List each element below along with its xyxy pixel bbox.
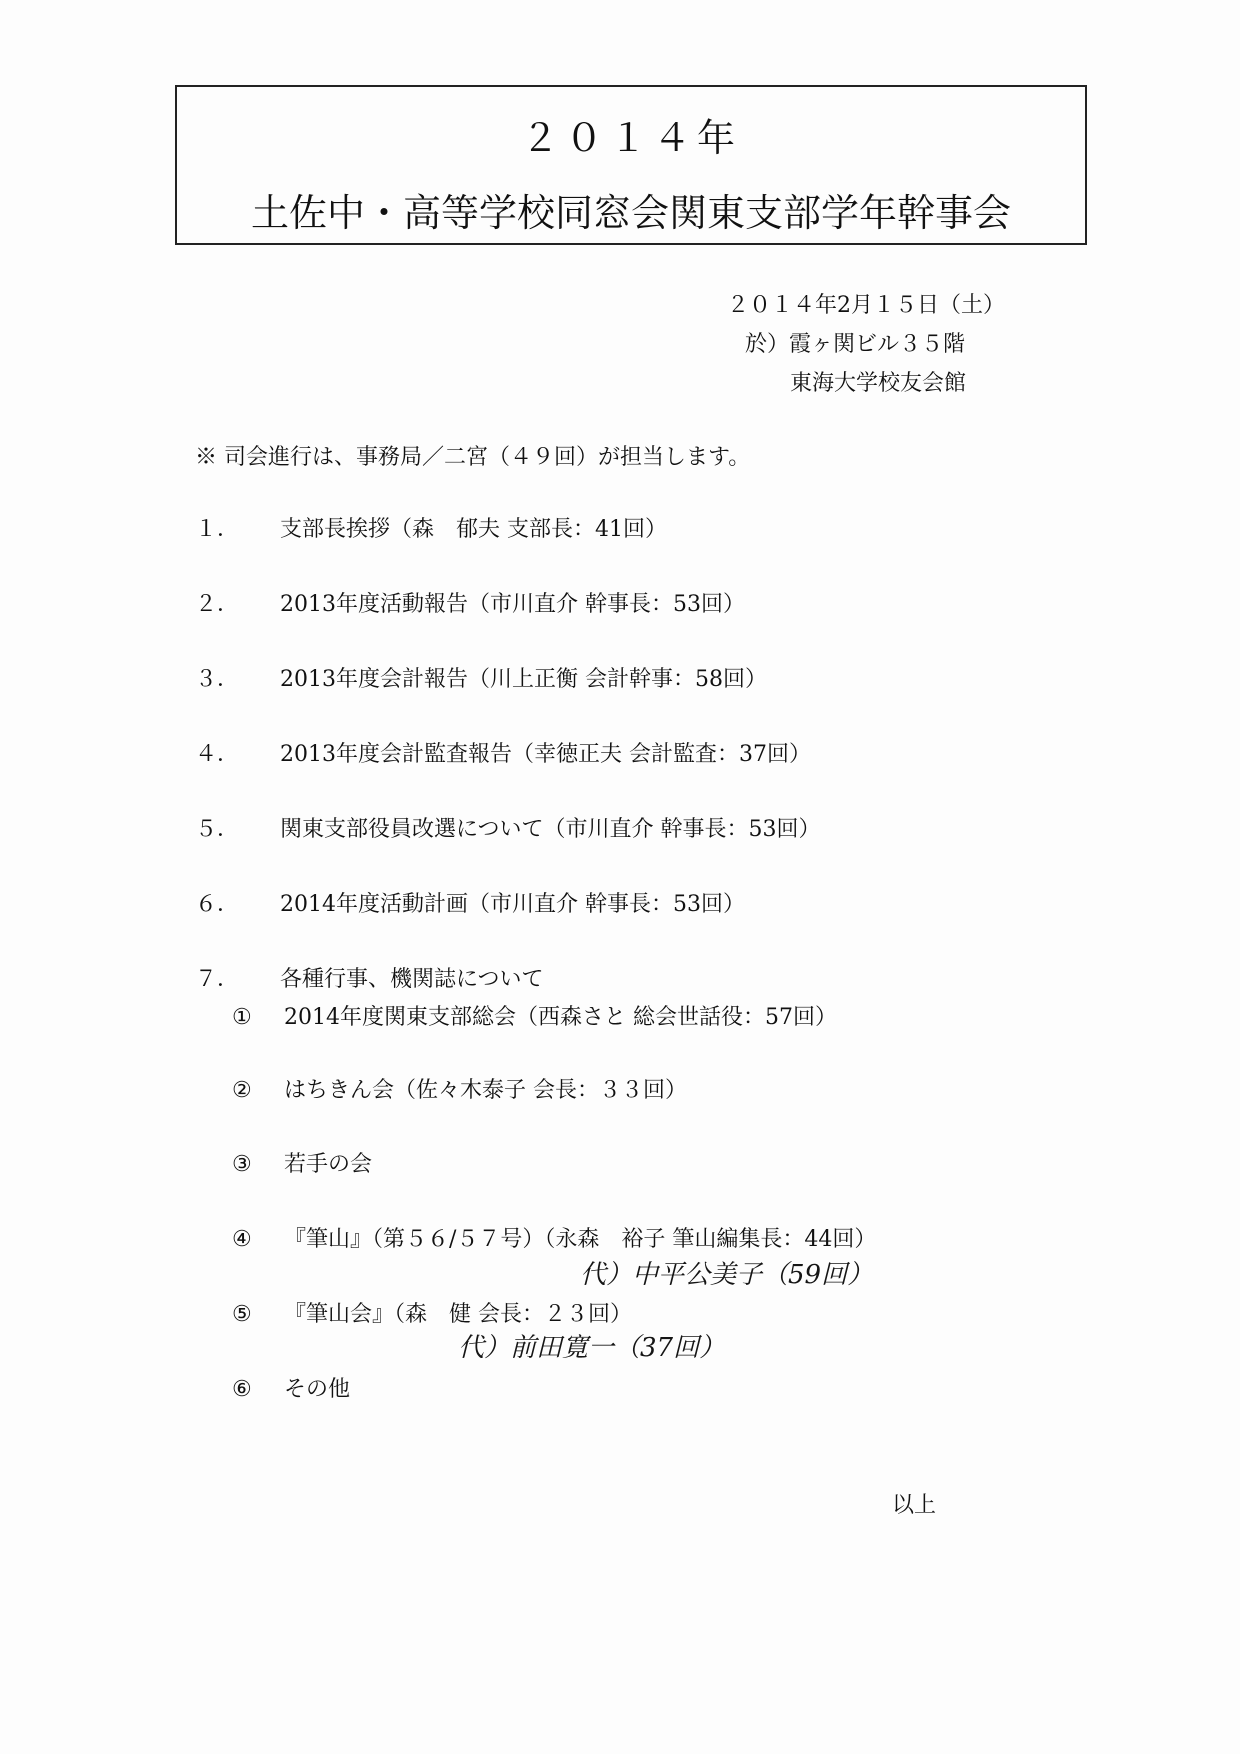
sub-item-text: 若手の会 xyxy=(284,1152,373,1177)
agenda-item xyxy=(195,662,767,693)
agenda-number: ４． xyxy=(195,742,240,767)
handwritten-substitute-note: 代）中平公美子（59回） xyxy=(580,1260,874,1290)
sub-item xyxy=(232,1000,837,1031)
agenda-number: ６． xyxy=(195,892,240,917)
agenda-text: 各種行事、機関誌について xyxy=(280,967,544,992)
agenda-item xyxy=(195,812,821,843)
agenda-item xyxy=(195,962,544,993)
sub-item xyxy=(232,1222,876,1253)
document-title: 土佐中・高等学校同窓会関東支部学年幹事会 xyxy=(250,191,1011,235)
sub-item-text: はちきん会（佐々木泰子 会長：３３回） xyxy=(284,1078,687,1103)
meeting-date: ２０１４年2月１５日（土） xyxy=(727,293,1005,318)
venue-hall: 東海大学校友会館 xyxy=(790,371,967,396)
agenda-text: 支部長挨拶（森 郁夫 支部長：41回） xyxy=(280,517,667,542)
agenda-text: 関東支部役員改選について（市川直介 幹事長：53回） xyxy=(280,817,821,842)
sub-item xyxy=(232,1073,687,1104)
venue-building: 於）霞ヶ関ビル３５階 xyxy=(745,332,966,357)
sub-item xyxy=(232,1372,350,1403)
agenda-number: ７． xyxy=(195,967,240,992)
sub-item-text: 2014年度関東支部総会（西森さと 総会世話役：57回） xyxy=(284,1005,837,1030)
sub-item-marker: ③ xyxy=(232,1152,252,1177)
closing-remark: 以上 xyxy=(892,1493,937,1518)
document-year: ２０１４年 xyxy=(520,116,741,160)
agenda-item xyxy=(195,887,745,918)
agenda-text: 2013年度会計監査報告（幸徳正夫 会計監査：37回） xyxy=(280,742,811,767)
sub-item-text: その他 xyxy=(284,1377,351,1402)
sub-item-text: 『筆山』（第５６/５７号）（永森 裕子 筆山編集長：44回） xyxy=(284,1227,877,1252)
sub-item-text: 『筆山会』（森 健 会長：２３回） xyxy=(284,1302,632,1327)
agenda-number: ５． xyxy=(195,817,240,842)
sub-item-marker: ④ xyxy=(232,1227,252,1252)
sub-item xyxy=(232,1147,372,1178)
agenda-text: 2013年度会計報告（川上正衡 会計幹事：58回） xyxy=(280,667,767,692)
agenda-item xyxy=(195,512,667,543)
agenda-number: １． xyxy=(195,517,240,542)
title-box xyxy=(175,85,1087,245)
sub-item-marker: ⑥ xyxy=(232,1377,252,1402)
agenda-text: 2013年度活動報告（市川直介 幹事長：53回） xyxy=(280,592,745,617)
agenda-item xyxy=(195,587,745,618)
agenda-number: ２． xyxy=(195,592,240,617)
sub-item-marker: ② xyxy=(232,1078,252,1103)
handwritten-substitute-note: 代）前田寛一（37回） xyxy=(458,1333,726,1363)
sub-item-marker: ① xyxy=(232,1005,252,1030)
sub-item-marker: ⑤ xyxy=(232,1302,252,1327)
agenda-item xyxy=(195,737,811,768)
sub-item xyxy=(232,1297,632,1328)
moderator-note: ※ 司会進行は、事務局／二宮（４９回）が担当します。 xyxy=(195,445,751,470)
agenda-number: ３． xyxy=(195,667,240,692)
agenda-text: 2014年度活動計画（市川直介 幹事長：53回） xyxy=(280,892,745,917)
